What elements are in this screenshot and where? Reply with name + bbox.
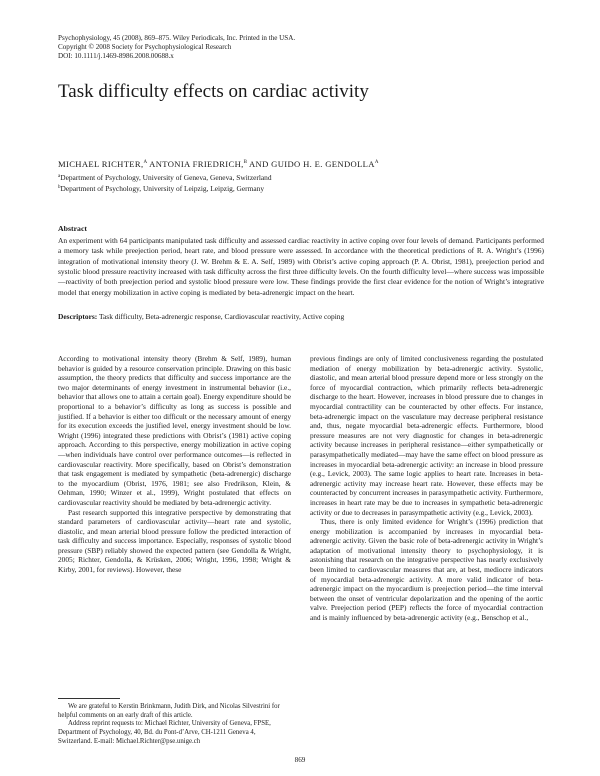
affiliation-b-mark: b bbox=[58, 184, 61, 190]
author-gendolla-affil-mark: A bbox=[374, 160, 379, 165]
body-paragraph: previous findings are only of limited conclusiveness regarding the postulated mediation of energy mobilization by beta-adrenergic activity. Systolic, diastolic, and mean arterial blood pressure depend more or less strongly on the force of myocardial contraction, which primarily reflects beta-adrenergic discharge to the heart. However, increases in blood pressure due to changes in myocardial contractility can be counteracted by other effects. For instance, beta-adrenergic impact on the vasculature may decrease peripheral resistance and, thus, negate myocardial beta-adrenergic effects. Furthermore, blood pressure measures are not very diagnostic for changes in beta-adrenergic activity because increases in peripheral resistance—either sympathetically or parasympathetically mediated—may have the same effect on blood pressure as increases in myocardial beta-adrenergic activity: an increase in blood pressure (e.g., Levick, 2003). The same logic applies to heart rate. Increases in beta-adrenergic activity may increase heart rate. However, these effects may be counteracted by concurrent increases in parasympathetic activity. Furthermore, increases in heart rate may be due to increases in sympathetic beta-adrenergic activity or due to decreases in parasympathetic activity (e.g., Levick, 2003). bbox=[310, 354, 543, 517]
body-paragraph: Past research supported this integrative perspective by demonstrating that standard parameters of cardiovascular activity—heart rate and systolic, diastolic, and mean arterial blood pressure follow the predicted interaction of task difficulty and success importance. Especially, responses of systolic blood pressure (SBP) reliably showed the expected pattern (see Gendolla & Wright, 2005; Richter, Gendolla, & Krüsken, 2006; Wright, 1996, 1998; Wright & Kirby, 2001, for reviews). However, these bbox=[58, 507, 291, 575]
address-note: Address reprint requests to: Michael Richter, University of Geneva, FPSE, Department of Psychology, 40, Bd. du Pont-d’Arve, CH-1211 Geneva 4, Switzerland. E-mail: Michael.Richter@pse.unige.ch bbox=[58, 720, 271, 745]
journal-citation-line: Psychophysiology, 45 (2008), 869–875. Wiley Periodicals, Inc. Printed in the USA. bbox=[58, 34, 296, 42]
affiliation-b bbox=[58, 183, 272, 194]
body-column-left bbox=[58, 354, 291, 575]
descriptors bbox=[58, 312, 544, 322]
body-column-right bbox=[310, 354, 543, 623]
affiliation-a bbox=[58, 172, 272, 183]
body-paragraph: According to motivational intensity theory (Brehm & Self, 1989), human behavior is guided by a resource conservation principle. Drawing on this basic assumption, the theory predicts that difficulty and success importance are the two major determinants of energy investment in instrumental behavior (i.e., behavior that allows one to attain a certain goal). Energy expenditure should be proportional to a behavior’s difficulty as long as success is possible and justified. If a behavior is either too difficult or the necessary amount of energy for its execution exceeds the justified level, energy investment should be low. Wright (1996) integrated these predictions with Obrist’s (1981) active coping approach. According to this perspective, energy mobilization in active coping—when individuals have control over performance outcomes—is reflected in cardiovascular reactivity. More specifically, based on Obrist’s demonstration that task engagement is mediated by sympathetic (beta-adrenergic) discharge to the myocardium (Obrist, 1976, 1981; see also Fredrikson, Klein, & Oehman, 1990; Winzer et al., 1999), Wright postulated that effects on cardiovascular reactivity should be mediated by beta-adrenergic activity. bbox=[58, 354, 291, 507]
abstract-heading: Abstract bbox=[58, 224, 88, 233]
affiliation-a-text: Department of Psychology, University of Geneva, Geneva, Switzerland bbox=[60, 173, 272, 182]
author-friedrich-affil-mark: B bbox=[243, 160, 247, 165]
acknowledgement-note: We are grateful to Kerstin Brinkmann, Judith Dirk, and Nicolas Silvestrini for helpful comments on an early draft of this article. bbox=[58, 703, 280, 719]
page-number: 869 bbox=[294, 756, 306, 764]
article-title: Task difficulty effects on cardiac activity bbox=[58, 81, 369, 102]
copyright-line: Copyright © 2008 Society for Psychophysiological Research bbox=[58, 43, 232, 51]
affiliations bbox=[58, 172, 272, 193]
body-paragraph: Thus, there is only limited evidence for Wright’s (1996) prediction that energy mobilization is accompanied by increases in myocardial beta-adrenergic activity. Given the basic role of beta-adrenergic activity in Wright’s adaptation of motivational intensity theory to psychophysiology, it is astonishing that research on the integrative perspective has nearly exclusively been limited to cardiovascular measures that are, at best, mediocre indicators of myocardial beta-adrenergic activity. A more valid indicator of beta-adrenergic impact on the myocardium is preejection period—the time interval between the onset of ventricular depolarization and the opening of the aortic valve. Preejection period (PEP) reflects the force of myocardial contraction and is mainly influenced by beta-adrenergic activity (e.g., Benschop et al., bbox=[310, 517, 543, 623]
author-richter: MICHAEL RICHTER, bbox=[58, 159, 144, 169]
descriptors-label: Descriptors: bbox=[58, 312, 98, 321]
footnote bbox=[58, 703, 291, 747]
author-richter-affil-mark: A bbox=[143, 160, 148, 165]
doi-line: DOI: 10.1111/j.1469-8986.2008.00688.x bbox=[58, 52, 174, 60]
descriptors-text: Task difficulty, Beta-adrenergic response, Cardiovascular reactivity, Active coping bbox=[97, 312, 345, 321]
author-gendolla: AND GUIDO H. E. GENDOLLA bbox=[246, 159, 375, 169]
footnote-divider bbox=[58, 698, 120, 699]
abstract-text: An experiment with 64 participants manipulated task difficulty and assessed cardiac reactivity in active coping over four levels of demand. Participants performed a memory task while preejection period, heart rate, and blood pressure were assessed. In accordance with the theoretical predictions of R. A. Wright’s (1996) integration of motivational intensity theory (J. W. Brehm & E. A. Self, 1989) with Obrist’s active coping approach (P. A. Obrist, 1981), preejection period and systolic blood pressure reactivity increased with task difficulty across the first three difficulty levels. On the fourth difficulty level—where success was impossible—reactivity of both preejection period and systolic blood pressure were low. These findings provide the first clear evidence for the notion of Wright’s integrative model that energy mobilization in active coping is mediated by beta-adrenergic impact on the heart. bbox=[58, 236, 544, 297]
affiliation-b-text: Department of Psychology, University of Leipzig, Leipzig, Germany bbox=[60, 183, 265, 193]
affiliation-a-mark: a bbox=[58, 174, 61, 179]
author-list bbox=[58, 157, 378, 170]
author-friedrich: ANTONIA FRIEDRICH, bbox=[147, 159, 244, 169]
journal-header bbox=[58, 34, 295, 61]
